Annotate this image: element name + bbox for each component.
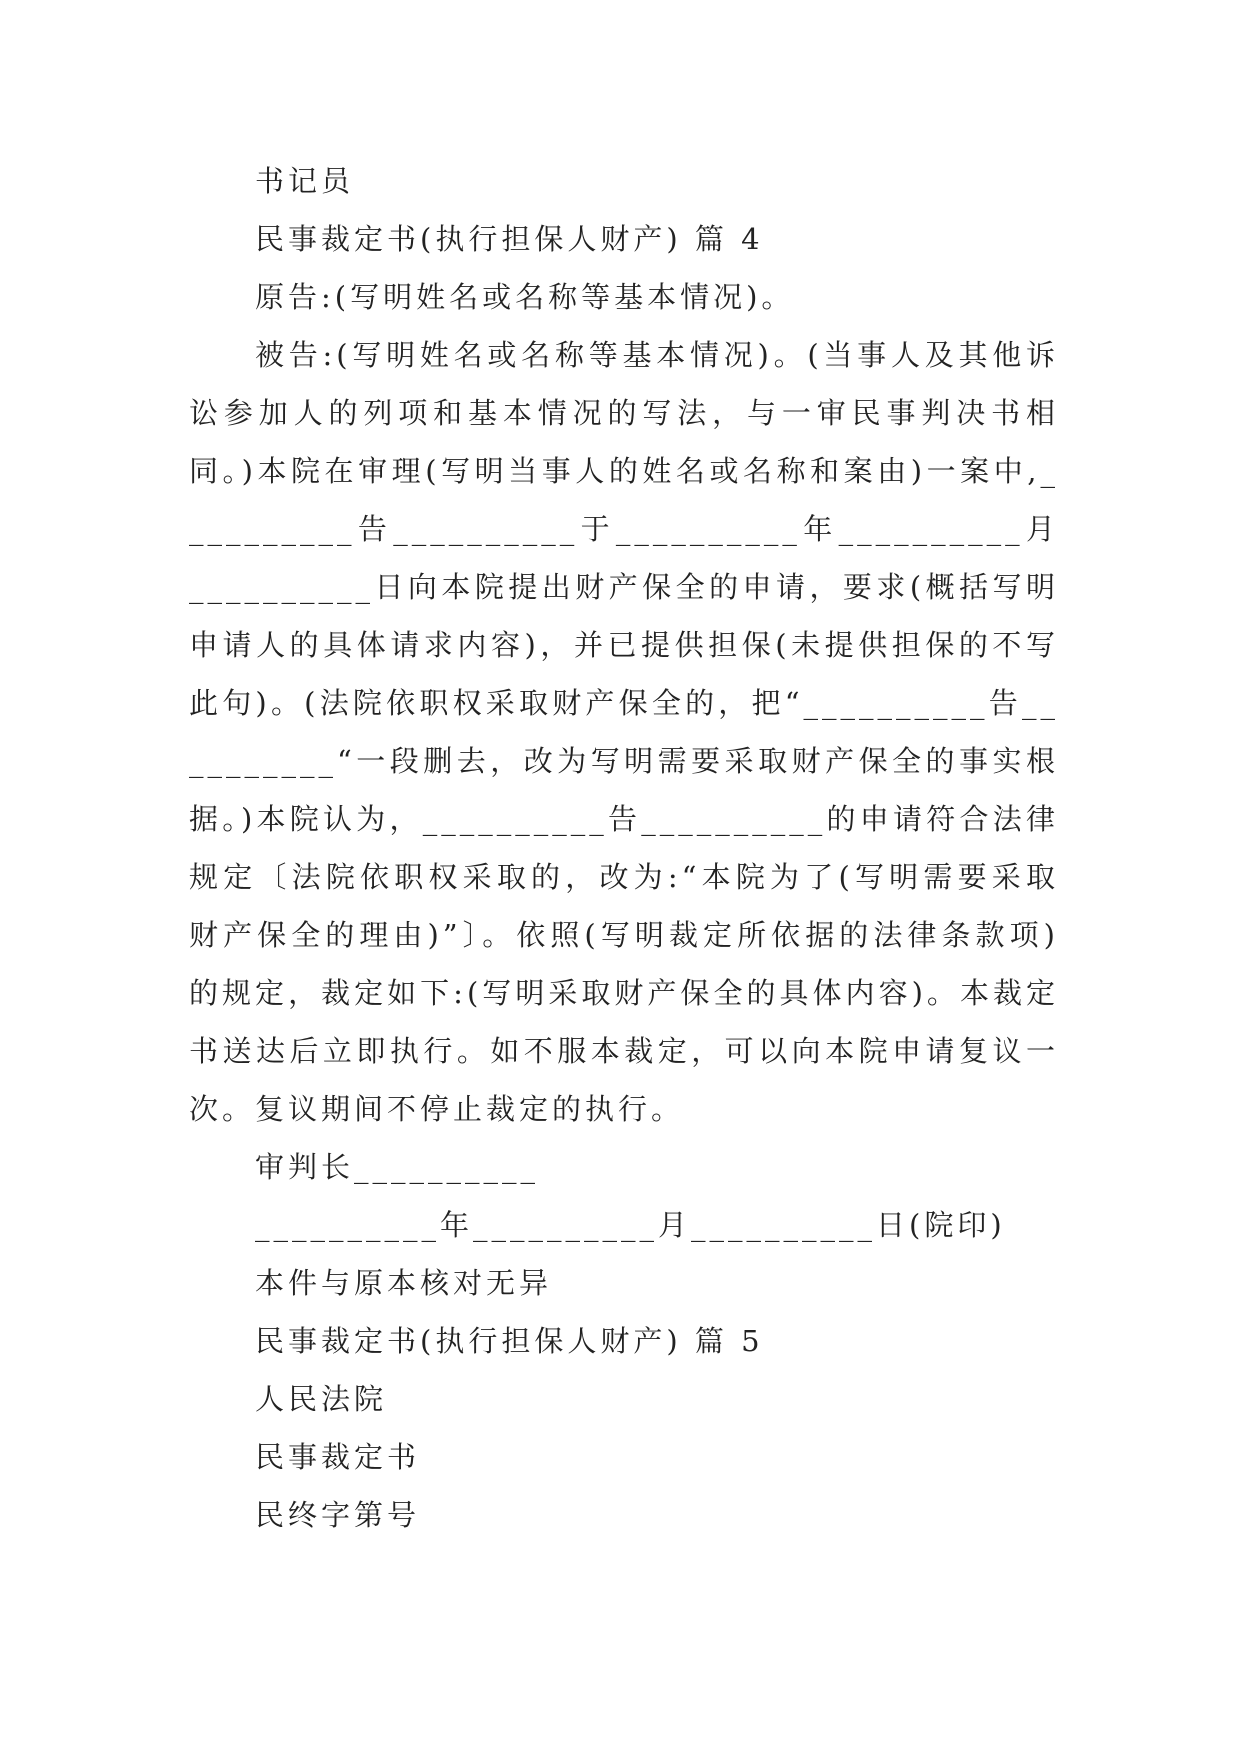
clerk-line: 书记员 [255,164,355,198]
verified-line: 本件与原本核对无异 [255,1266,553,1300]
ruling-title-line: 民事裁定书 [255,1440,421,1474]
chief-judge-line: 审判长__________ [255,1150,540,1184]
section-heading: 民事裁定书(执行担保人财产) 篇 4 [255,222,764,256]
date-seal-line: __________年__________月__________日(院印) [255,1208,1006,1242]
case-number-line: 民终字第号 [255,1498,421,1532]
court-line: 人民法院 [255,1382,388,1416]
section-heading: 民事裁定书(执行担保人财产) 篇 5 [255,1324,764,1358]
document-page [189,152,1059,1544]
plaintiff-line: 原告:(写明姓名或名称等基本情况)。 [255,280,795,314]
body-paragraph: 被告:(写明姓名或名称等基本情况)。(当事人及其他诉讼参加人的列项和基本情况的写法，与一审民事判决书相同。)本院在审理(写明当事人的姓名或名称和案由)一案中,__________告__________于__________年__________月__________日向本院提出财产保全的申请，要求(概括写明申请人的具体请求内容)，并已提供担保(未提供担保的不写此句)。(法院依职权采取财产保全的，把“__________告__________“一段删去，改为写明需要采取财产保全的事实根据。)本院认为，__________告__________的申请符合法律规定〔法院依职权采取的，改为:“本院为了(写明需要采取财产保全的理由)”〕。依照(写明裁定所依据的法律条款项)的规定，裁定如下:(写明采取财产保全的具体内容)。本裁定书送达后立即执行。如不服本裁定，可以向本院申请复议一次。复议期间不停止裁定的执行。 [189,338,1059,1126]
